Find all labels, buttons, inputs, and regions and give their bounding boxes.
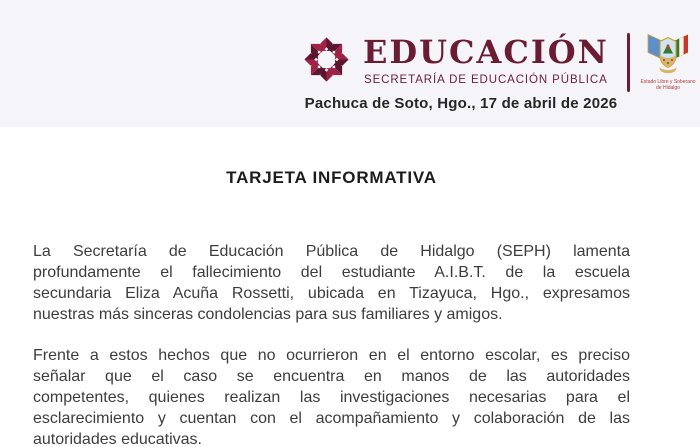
text-line: secundaria Eliza Acuña Rossetti, ubicada en Tizayuca, Hgo., expresamos xyxy=(33,285,630,302)
document-header xyxy=(0,0,700,127)
text-line: profundamente el fallecimiento del estudiante A.I.B.T. de la escuela xyxy=(33,264,630,281)
emblem-caption-line: de Hidalgo xyxy=(656,84,680,91)
dateline: Pachuca de Soto, Hgo., 17 de abril de 2026 xyxy=(304,95,618,112)
text-line: esclarecimiento y cuentan con el acompañamiento y colaboración de las xyxy=(33,410,630,427)
paragraph xyxy=(33,241,630,325)
text-line: competentes, quienes realizan las investigaciones necesarias para el xyxy=(33,389,630,406)
text-line: nuestras más sinceras condolencias para sus familiares y amigos. xyxy=(33,306,503,323)
document-body xyxy=(0,127,700,447)
text-line: Frente a estos hechos que no ocurrieron en el entorno escolar, es preciso xyxy=(33,347,630,364)
document-title: TARJETA INFORMATIVA xyxy=(226,168,437,187)
text-line: La Secretaría de Educación Pública de Hidalgo (SEPH) lamenta xyxy=(33,243,630,260)
paragraph xyxy=(33,345,630,447)
hidalgo-coat-of-arms-icon xyxy=(640,31,696,78)
text-line: autoridades educativas. xyxy=(33,431,202,447)
emblem-caption-line: Estado Libre y Soberano xyxy=(640,79,696,85)
vertical-divider xyxy=(627,33,630,92)
text-line: señalar que el caso se encuentra en manos de las autoridades xyxy=(33,368,630,385)
sep-subtitle: SECRETARÍA DE EDUCACIÓN PÚBLICA xyxy=(364,74,608,86)
educacion-wordmark: EDUCACIÓN xyxy=(363,33,609,71)
educacion-star-icon xyxy=(303,36,350,83)
emblem-caption xyxy=(634,80,700,91)
